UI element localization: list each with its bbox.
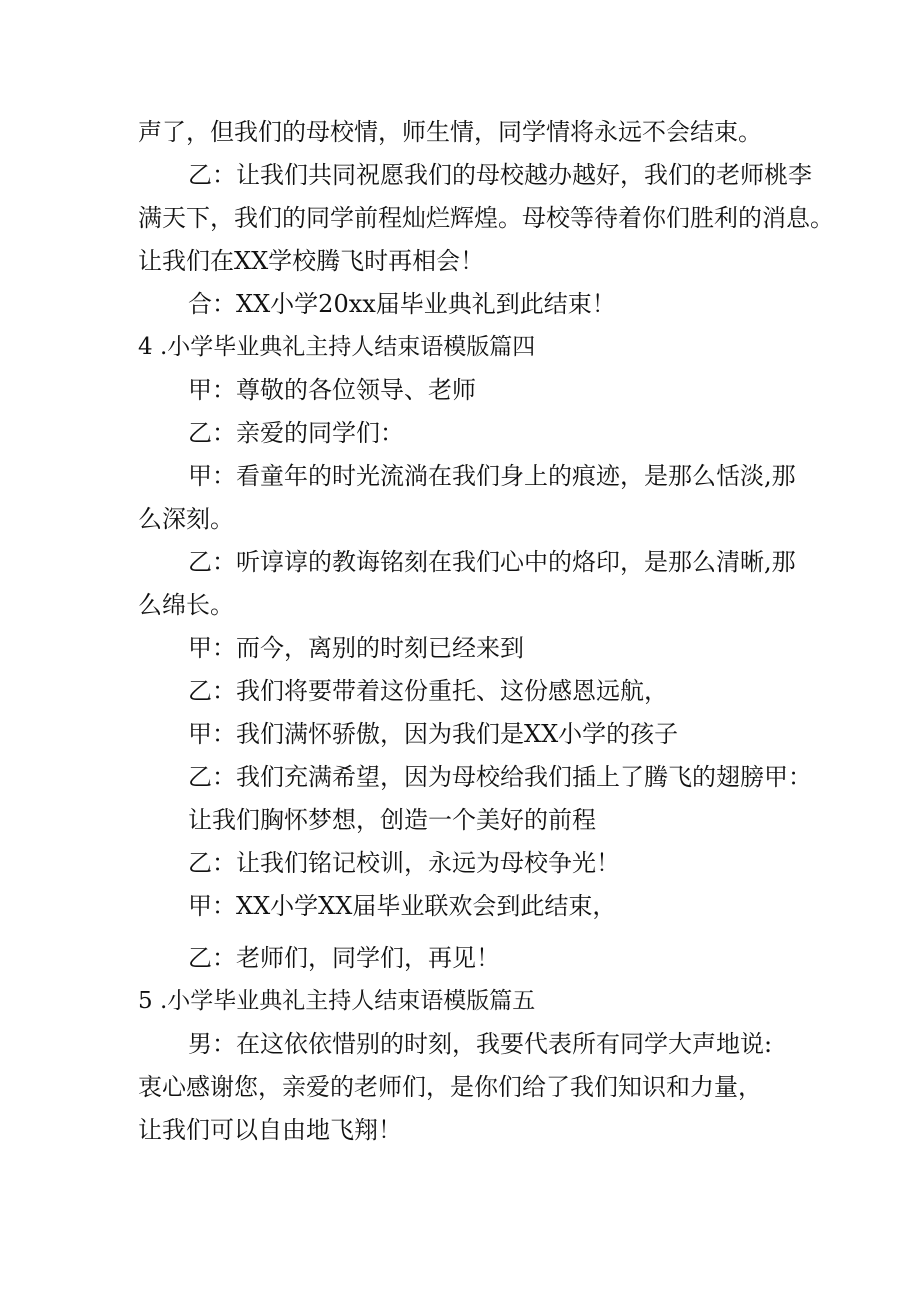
paragraph-line: 乙：让我们共同祝愿我们的母校越办越好，我们的老师桃李 xyxy=(188,161,812,189)
paragraph-line: 甲：XX小学XX届毕业联欢会到此结束， xyxy=(188,892,617,920)
paragraph-line: 甲：尊敬的各位领导、老师 xyxy=(188,376,476,404)
paragraph-line: 么绵长。 xyxy=(138,591,234,619)
paragraph-line: 甲：看童年的时光流淌在我们身上的痕迹，是那么恬淡,那 xyxy=(188,462,796,490)
paragraph-line: 满天下，我们的同学前程灿烂辉煌。母校等待着你们胜利的消息。 xyxy=(138,204,834,232)
paragraph-line: 乙：亲爱的同学们： xyxy=(188,419,404,447)
section-heading: 5 .小学毕业典礼主持人结束语模版篇五 xyxy=(138,988,536,1014)
paragraph-line: 乙：我们充满希望，因为母校给我们插上了腾飞的翅膀甲： xyxy=(188,763,812,791)
paragraph-line: 乙：听谆谆的教诲铭刻在我们心中的烙印，是那么清晰,那 xyxy=(188,548,796,576)
paragraph-line: 甲：我们满怀骄傲，因为我们是XX小学的孩子 xyxy=(188,720,679,748)
paragraph-line: 让我们可以自由地飞翔！ xyxy=(138,1116,402,1144)
paragraph-line: 让我们胸怀梦想，创造一个美好的前程 xyxy=(188,806,596,834)
paragraph-line: 声了，但我们的母校情，师生情，同学情将永远不会结束。 xyxy=(138,118,762,146)
paragraph-line: 乙：让我们铭记校训，永远为母校争光！ xyxy=(188,849,620,877)
paragraph-line: 么深刻。 xyxy=(138,505,234,533)
section-heading: 4 .小学毕业典礼主持人结束语模版篇四 xyxy=(138,334,536,360)
paragraph-line: 乙：老师们，同学们，再见！ xyxy=(188,944,500,972)
paragraph-line: 衷心感谢您，亲爱的老师们，是你们给了我们知识和力量， xyxy=(138,1073,762,1101)
paragraph-line: 男：在这依依惜别的时刻，我要代表所有同学大声地说: xyxy=(188,1030,773,1058)
paragraph-line: 乙：我们将要带着这份重托、这份感恩远航， xyxy=(188,677,668,705)
paragraph-line: 合：XX小学20xx届毕业典礼到此结束！ xyxy=(188,290,616,318)
paragraph-line: 甲：而今，离别的时刻已经来到 xyxy=(188,634,524,662)
paragraph-line: 让我们在XX学校腾飞时再相会！ xyxy=(138,247,485,275)
